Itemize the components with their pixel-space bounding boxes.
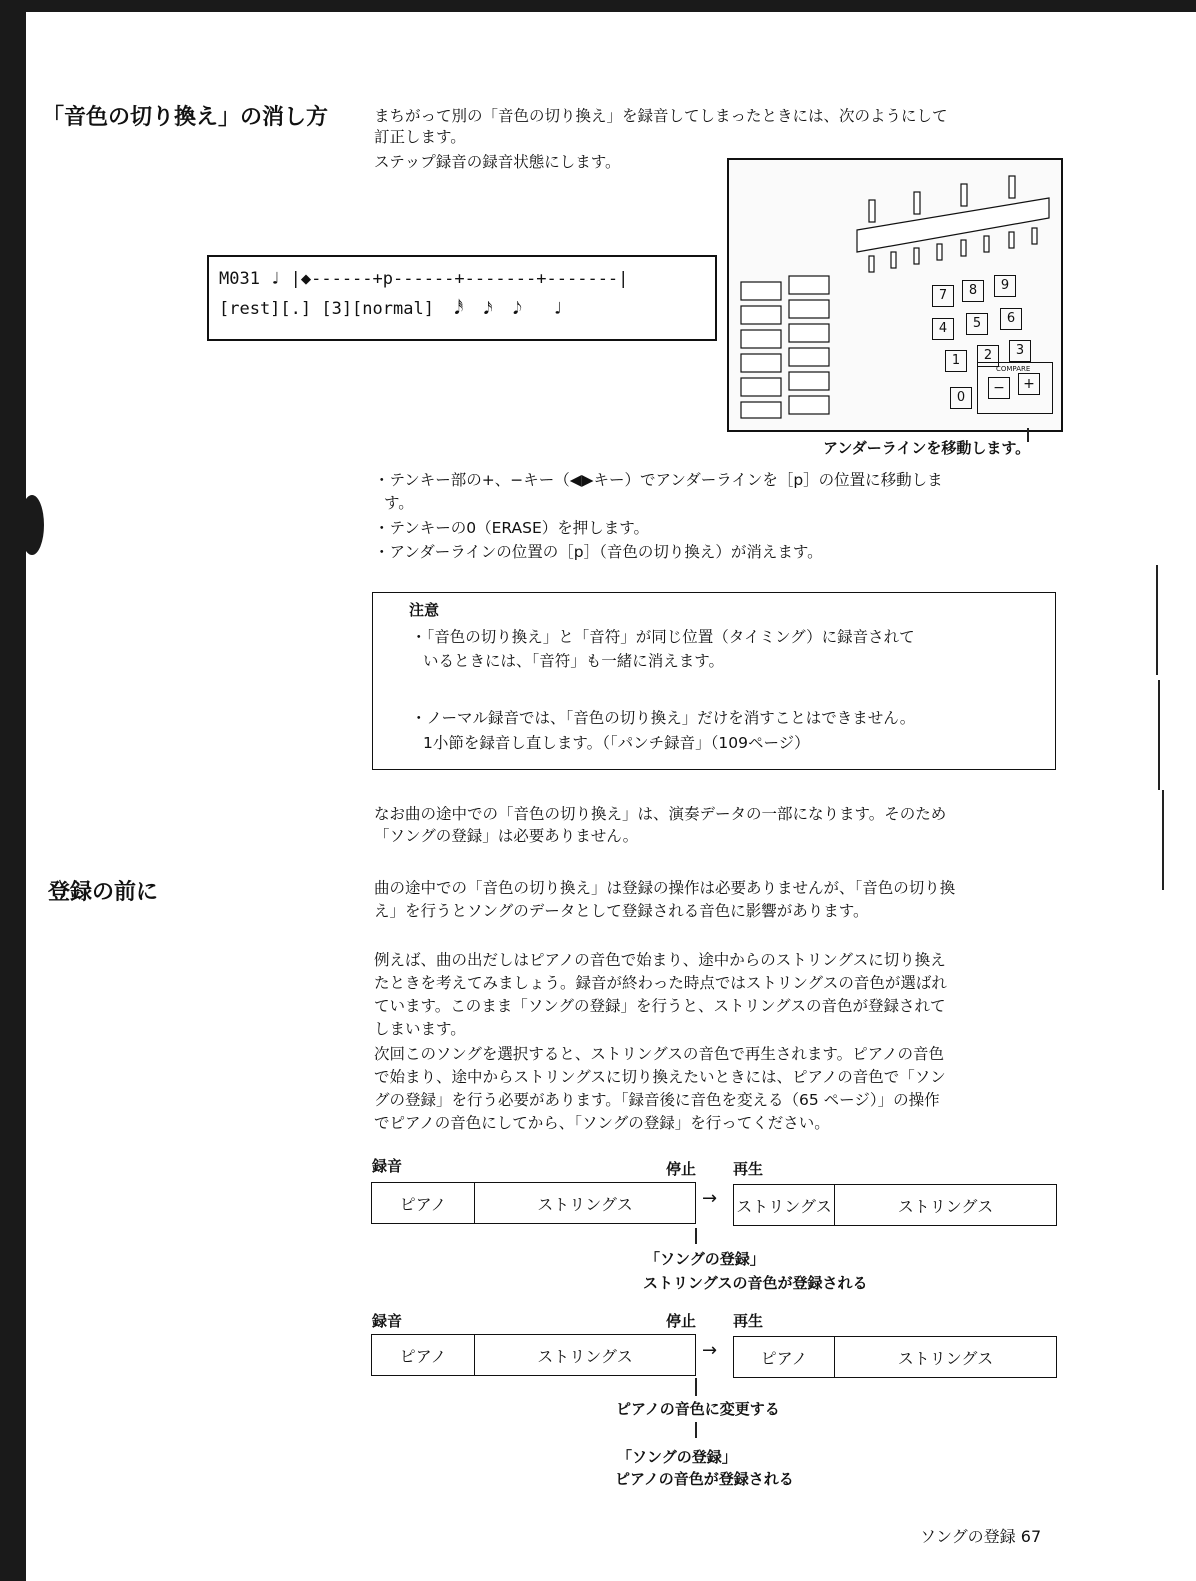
key-6[interactable]: 6 [1000, 308, 1022, 330]
edge-mark-2 [1158, 680, 1160, 790]
scan-mark [20, 495, 44, 555]
edge-mark-3 [1162, 790, 1164, 890]
key-7[interactable]: 7 [932, 285, 954, 307]
caution-title: 注意 [409, 601, 440, 619]
s2-p2-line-2: たときを考えてみましょう。録音が終わった時点ではストリングスの音色が選ばれ [374, 974, 947, 992]
key-3[interactable]: 3 [1009, 340, 1031, 362]
d1-recording-bar [371, 1182, 696, 1224]
caution-box [372, 592, 1056, 770]
key-4[interactable]: 4 [932, 318, 954, 340]
s2-p3-line-3: グの登録」を行う必要があります。「録音後に音色を変える（65 ページ）」の操作 [374, 1091, 940, 1109]
s2-p1-line-1: 曲の途中での「音色の切り換え」は登録の操作は必要ありませんが、「音色の切り換 [374, 879, 956, 897]
key-5[interactable]: 5 [966, 313, 988, 335]
caution-item-2-line-1: ・ノーマル録音では、「音色の切り換え」だけを消すことはできません。 [411, 709, 916, 727]
after-note-line-1: なお曲の途中での「音色の切り換え」は、演奏データの一部になります。そのため [374, 805, 947, 823]
d1-arrow: → [702, 1188, 718, 1209]
d1-rec-label: 録音 [372, 1157, 403, 1175]
minus-key[interactable]: − [988, 377, 1010, 399]
d2-playback-bar [733, 1336, 1057, 1378]
s2-p3-line-2: で始まり、途中からストリングスに切り換えたいときには、ピアノの音色で「ソン [374, 1068, 946, 1086]
d1-rec-cell-piano: ピアノ [372, 1183, 475, 1223]
key-0[interactable]: 0 [950, 387, 972, 409]
d1-note-line-1: 「ソングの登録」 [645, 1250, 765, 1268]
lcd-line-1: M031 ♩ |◆------+p------+-------+-------| [219, 269, 629, 289]
d2-note-1: ピアノの音色に変更する [616, 1400, 780, 1418]
d1-pointer [695, 1228, 697, 1244]
d1-playback-bar [733, 1184, 1057, 1226]
d2-note-2-line-1: 「ソングの登録」 [617, 1448, 737, 1466]
d2-play-cell-1: ピアノ [734, 1337, 835, 1377]
d2-pointer-1 [695, 1378, 697, 1396]
key-8[interactable]: 8 [962, 280, 984, 302]
d2-recording-bar [371, 1334, 696, 1376]
s2-p2-line-1: 例えば、曲の出だしはピアノの音色で始まり、途中からのストリングスに切り換え [374, 951, 946, 969]
s2-p2-line-3: ています。このまま「ソングの登録」を行うと、ストリングスの音色が登録されて [374, 997, 946, 1015]
d2-note-2-line-2: ピアノの音色が登録される [615, 1470, 794, 1488]
step-1-line-2: す。 [384, 494, 414, 512]
key-1[interactable]: 1 [945, 350, 967, 372]
key-2[interactable]: 2 [977, 345, 999, 367]
d2-pointer-2 [695, 1422, 697, 1438]
intro-line-1: まちがって別の「音色の切り換え」を録音してしまったときには、次のようにして [374, 107, 948, 125]
plus-key[interactable]: + [1018, 373, 1040, 395]
d2-rec-cell-strings: ストリングス [537, 1346, 633, 1366]
intro-line-3: ステップ録音の録音状態にします。 [374, 153, 621, 171]
d1-play-cell-1: ストリングス [734, 1185, 835, 1225]
step-2: ・テンキーの0（ERASE）を押します。 [374, 519, 650, 537]
caution-item-2-line-2: 1小節を録音し直します。（「パンチ録音」（109ページ） [423, 734, 810, 752]
d1-play-cell-2: ストリングス [897, 1196, 994, 1216]
compare-label: COMPARE [996, 365, 1031, 373]
page-footer: ソングの登録 67 [920, 1527, 1042, 1546]
s2-p3-line-1: 次回このソングを選択すると、ストリングスの音色で再生されます。ピアノの音色 [374, 1045, 944, 1063]
step-1-line-1: ・テンキー部の+、−キー（◀▶キー）でアンダーラインを［p］の位置に移動しま [374, 471, 943, 489]
d1-rec-cell-strings: ストリングス [537, 1194, 633, 1214]
s2-p2-line-4: しまいます。 [374, 1020, 466, 1038]
d2-rec-cell-piano: ピアノ [372, 1335, 475, 1375]
scan-edge-left [0, 0, 26, 1581]
step-3: ・アンダーラインの位置の［p］（音色の切り換え）が消えます。 [374, 543, 823, 561]
d1-play-label: 再生 [733, 1160, 764, 1178]
section-heading-erase: 「音色の切り換え」の消し方 [42, 105, 329, 130]
intro-line-2: 訂正します。 [374, 128, 466, 146]
lcd-line-2: [rest][.] [3][normal] 𝅘𝅥𝅰 𝅘𝅥𝅯 𝅘𝅥𝅮 ♩ [219, 299, 563, 319]
s2-p1-line-2: え」を行うとソングのデータとして登録される音色に影響があります。 [374, 902, 869, 920]
d1-note-line-2: ストリングスの音色が登録される [643, 1274, 868, 1292]
d1-stop-label: 停止 [666, 1160, 697, 1178]
key-9[interactable]: 9 [994, 275, 1016, 297]
compare-group [977, 362, 1053, 414]
caution-item-1-line-2: いるときには、「音符」も一緒に消えます。 [423, 652, 725, 670]
after-note-line-2: 「ソングの登録」は必要ありません。 [374, 827, 639, 845]
section-heading-before-register: 登録の前に [48, 880, 159, 905]
lcd-display [207, 255, 717, 341]
scan-edge-top [0, 0, 1196, 12]
d2-rec-label: 録音 [372, 1312, 403, 1330]
panel-caption: アンダーラインを移動します。 [823, 439, 1031, 457]
caution-item-1-line-1: ・「音色の切り換え」と「音符」が同じ位置（タイミング）に録音されて [411, 628, 915, 646]
s2-p3-line-4: でピアノの音色にしてから、「ソングの登録」を行ってください。 [374, 1114, 830, 1132]
d2-play-cell-2: ストリングス [897, 1348, 994, 1368]
d2-arrow: → [702, 1340, 718, 1361]
d2-play-label: 再生 [733, 1312, 764, 1330]
edge-mark-1 [1156, 565, 1158, 675]
d2-stop-label: 停止 [666, 1312, 697, 1330]
